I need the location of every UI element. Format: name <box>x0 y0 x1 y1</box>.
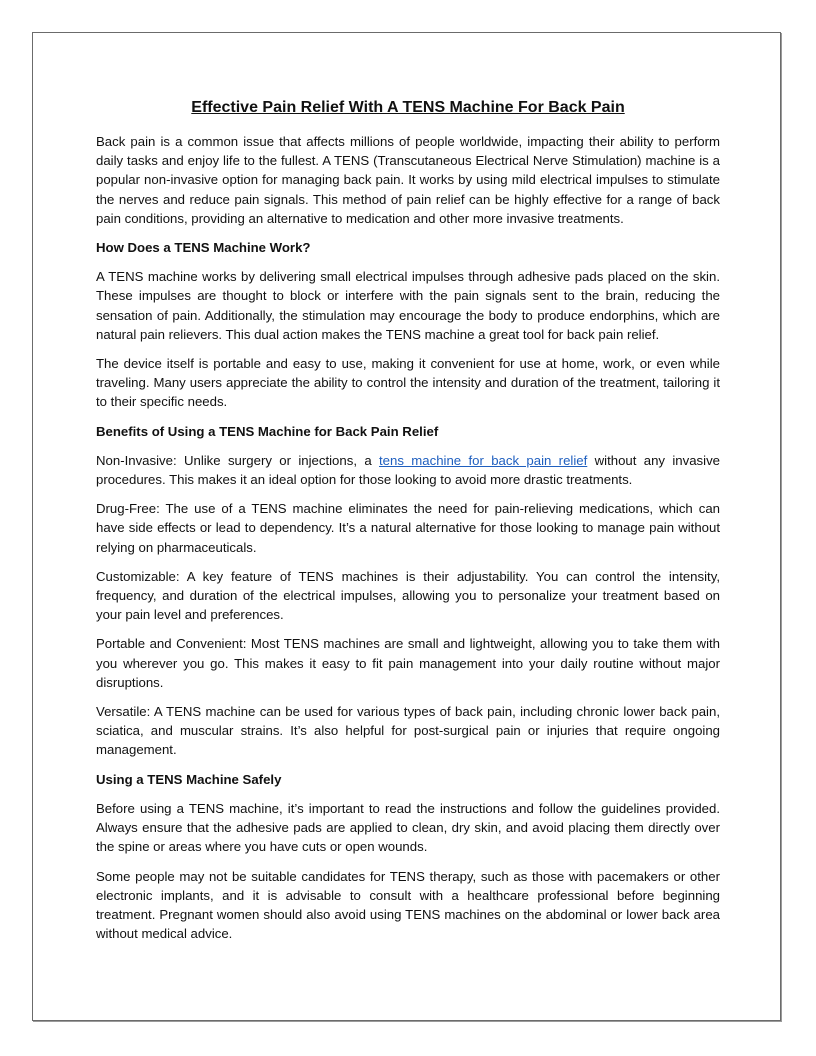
how-it-works-paragraph-2: The device itself is portable and easy to use, making it convenient for use at home, work, or even while traveling. Many users appreciate the ability to control the intensity and duration of the treatment, tailoring it to their specific needs. <box>96 356 720 410</box>
benefit-customizable: Customizable: A key feature of TENS machines is their adjustability. You can control the intensity, frequency, and duration of the electrical impulses, allowing you to personalize your treatment based on your pain level and preferences. <box>96 568 720 623</box>
benefit-non-invasive-text-after: without any invasive procedures. This makes it an ideal option for those looking to avoid more drastic treatments. <box>96 452 721 488</box>
how-it-works-paragraph-1: A TENS machine works by delivering small electrical impulses through adhesive pads placed on the skin. These impulses are thought to block or interfere with the pain signals sent to the brain, reducing the sensation of pain. Additionally, the stimulation may encourage the body to produce endorphins, which are natural pain relievers. This dual action makes the TENS machine a great tool for back pain relief. <box>96 269 720 342</box>
intro-paragraph: Back pain is a common issue that affects millions of people worldwide, impacting their ability to perform daily tasks and enjoy life to the fullest. A TENS (Transcutaneous Electrical Nerve Stimulation) machine is a popular non-invasive option for managing back pain. It works by using mild electrical impulses to stimulate the nerves and reduce pain signals. This method of pain relief can be highly effective for a range of back pain conditions, providing an alternative to medication and other more invasive treatments. <box>96 134 720 226</box>
section-heading-how-it-works: How Does a TENS Machine Work? <box>96 240 311 256</box>
safety-paragraph-2: Some people may not be suitable candidates for TENS therapy, such as those with pacemakers or other electronic implants, and it is advisable to consult with a healthcare professional before beginning treatment. Pregnant women should also avoid using TENS machines on the abdominal or lower back area without medical advice. <box>96 868 720 942</box>
safety-paragraph-1: Before using a TENS machine, it’s important to read the instructions and follow the guidelines provided. Always ensure that the adhesive pads are applied to clean, dry skin, and avoid placing them directly over the spine or areas where you have cuts or open wounds. <box>96 800 720 855</box>
tens-machine-link[interactable]: tens machine for back pain relief <box>379 452 588 468</box>
document-body <box>96 98 720 953</box>
benefit-non-invasive-text-before: Non-Invasive: Unlike surgery or injections, a <box>96 452 380 468</box>
benefit-portable: Portable and Convenient: Most TENS machines are small and lightweight, allowing you to take them with you wherever you go. This makes it easy to fit pain management into your daily routine without major disruptions. <box>96 636 720 690</box>
section-heading-benefits: Benefits of Using a TENS Machine for Back Pain Relief <box>96 423 439 439</box>
section-heading-safety: Using a TENS Machine Safely <box>96 771 282 787</box>
benefit-versatile: Versatile: A TENS machine can be used for various types of back pain, including chronic lower back pain, sciatica, and muscular strains. It’s also helpful for post-surgical pain or injuries that require ongoing management. <box>96 704 720 758</box>
page-title: Effective Pain Relief With A TENS Machine For Back Pain <box>191 99 625 116</box>
benefit-drug-free: Drug-Free: The use of a TENS machine eliminates the need for pain-relieving medications, which can have side effects or lead to dependency. It’s a natural alternative for those looking to manage pain without relying on pharmaceuticals. <box>96 501 720 555</box>
benefit-non-invasive <box>96 451 720 489</box>
